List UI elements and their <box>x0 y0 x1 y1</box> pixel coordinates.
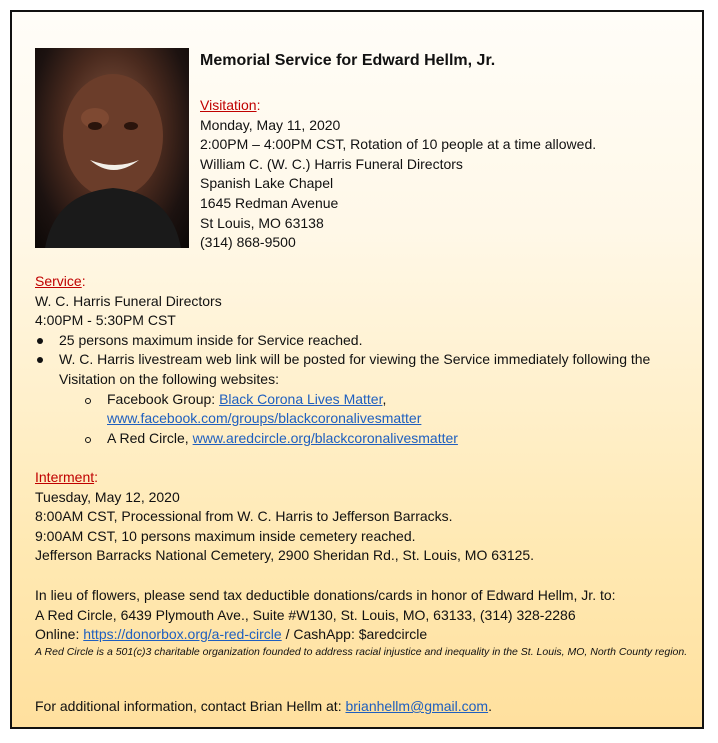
visitation-line: 2:00PM – 4:00PM CST, Rotation of 10 people at a time allowed. <box>200 136 597 153</box>
interment-line: Tuesday, May 12, 2020 <box>35 488 180 505</box>
donation-note: A Red Circle is a 501(c)3 charitable organization founded to address racial injustice and inequality in the St. Louis, MO, North County region. <box>35 645 688 658</box>
service-line: 4:00PM - 5:30PM CST <box>35 312 176 329</box>
memorial-flyer <box>10 10 704 729</box>
donation-line: In lieu of flowers, please send tax deductible donations/cards in honor of Edward Hellm, Jr. to: <box>35 587 616 603</box>
service-section <box>35 272 695 448</box>
donorbox-link[interactable]: https://donorbox.org/a-red-circle <box>83 626 282 643</box>
portrait-photo <box>35 48 189 248</box>
visitation-line: William C. (W. C.) Harris Funeral Directors <box>200 155 463 172</box>
list-item: W. C. Harris livestream web link will be posted for viewing the Service immediately following the Visitation on the following websites: <box>35 350 695 389</box>
facebook-group-link[interactable]: Black Corona Lives Matter <box>219 390 383 407</box>
visitation-heading: Visitation: <box>200 97 261 113</box>
visitation-line: Monday, May 11, 2020 <box>200 116 341 133</box>
visitation-section <box>200 96 596 253</box>
visitation-line: St Louis, MO 63138 <box>200 214 324 231</box>
interment-heading: Interment: <box>35 469 99 485</box>
visitation-line: (314) 868-9500 <box>200 234 296 251</box>
service-heading: Service: <box>35 273 86 289</box>
interment-line: 8:00AM CST, Processional from W. C. Harris to Jefferson Barracks. <box>35 508 453 525</box>
visitation-line: 1645 Redman Avenue <box>200 194 339 211</box>
service-list <box>35 331 695 449</box>
aredcircle-link[interactable]: www.aredcircle.org/blackcoronalivesmatter <box>192 429 458 446</box>
page-title: Memorial Service for Edward Hellm, Jr. <box>200 52 496 69</box>
interment-line: 9:00AM CST, 10 persons maximum inside cemetery reached. <box>35 527 416 544</box>
donation-section <box>35 586 695 659</box>
list-item: 25 persons maximum inside for Service reached. <box>35 331 695 351</box>
list-item: Facebook Group: Black Corona Lives Matter, www.facebook.com/groups/blackcoronalivesmatter <box>35 390 695 429</box>
visitation-line: Spanish Lake Chapel <box>200 175 334 192</box>
interment-section <box>35 468 695 566</box>
contact-section: For additional information, contact Brian Hellm at: brianhellm@gmail.com. <box>35 698 492 714</box>
list-item: A Red Circle, www.aredcircle.org/blackcoronalivesmatter <box>35 429 695 449</box>
email-link[interactable]: brianhellm@gmail.com <box>345 698 489 714</box>
interment-line: Jefferson Barracks National Cemetery, 2900 Sheridan Rd., St. Louis, MO 63125. <box>35 547 535 564</box>
service-line: W. C. Harris Funeral Directors <box>35 292 222 309</box>
donation-line: A Red Circle, 6439 Plymouth Ave., Suite #W130, St. Louis, MO, 63133, (314) 328-2286 <box>35 606 576 623</box>
donation-online: Online: https://donorbox.org/a-red-circle / CashApp: $aredcircle <box>35 626 428 643</box>
facebook-url-link[interactable]: www.facebook.com/groups/blackcoronalivesmatter <box>107 410 422 427</box>
